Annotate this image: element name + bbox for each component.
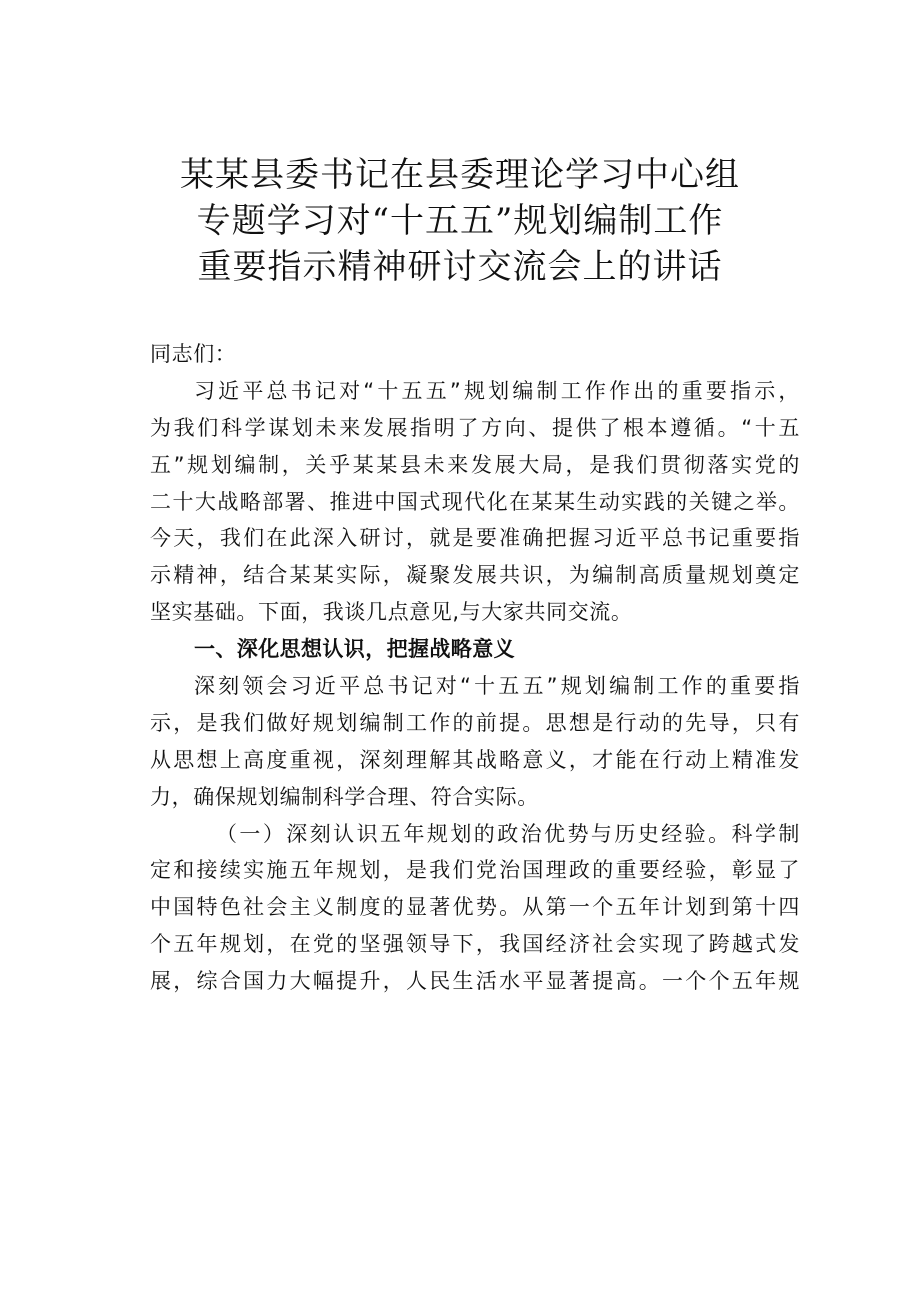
paragraph-line: 力，确保规划编制科学合理、符合实际。 — [150, 784, 539, 809]
paragraph-line: 个五年规划，在党的坚强领导下，我国经济社会实现了跨越式发 — [150, 932, 800, 957]
paragraph-line: 定和接续实施五年规划，是我们党治国理政的重要经验，彰显了 — [150, 858, 800, 883]
title-line: 专题学习对“十五五”规划编制工作 — [196, 201, 724, 241]
paragraph-line: 中国特色社会主义制度的显著优势。从第一个五年计划到第十四 — [150, 895, 800, 920]
section-heading: 一、深化思想认识，把握战略意义 — [194, 637, 515, 662]
paragraph-line: 示精神，结合某某实际，凝聚发展共识，为编制高质量规划奠定 — [150, 563, 800, 588]
paragraph-line: （一）深刻认识五年规划的政治优势与历史经验。科学制 — [216, 821, 800, 846]
paragraph-line: 二十大战略部署、推进中国式现代化在某某生动实践的关键之举。 — [150, 489, 800, 514]
paragraph-line: 从思想上高度重视，深刻理解其战略意义，才能在行动上精准发 — [150, 747, 800, 772]
salutation: 同志们： — [150, 342, 237, 366]
document-title — [130, 152, 790, 290]
paragraph-line: 为我们科学谋划未来发展指明了方向、提供了根本遵循。“十五 — [150, 415, 800, 440]
paragraph-line: 示，是我们做好规划编制工作的前提。思想是行动的先导，只有 — [150, 710, 800, 735]
paragraph-line: 坚实基础。下面，我谈几点意见,与大家共同交流。 — [150, 600, 633, 625]
paragraph-line: 五”规划编制，关乎某某县未来发展大局，是我们贯彻落实党的 — [150, 452, 800, 477]
paragraph-line: 习近平总书记对“十五五”规划编制工作作出的重要指示， — [194, 378, 800, 403]
paragraph-line: 深刻领会习近平总书记对“十五五”规划编制工作的重要指 — [194, 674, 800, 699]
title-line: 重要指示精神研讨交流会上的讲话 — [197, 247, 723, 287]
title-line: 某某县委书记在县委理论学习中心组 — [180, 155, 740, 195]
paragraph-line: 今天，我们在此深入研讨，就是要准确把握习近平总书记重要指 — [150, 526, 800, 551]
paragraph-line: 展，综合国力大幅提升，人民生活水平显著提高。一个个五年规 — [150, 969, 800, 994]
document-body — [150, 336, 800, 1000]
